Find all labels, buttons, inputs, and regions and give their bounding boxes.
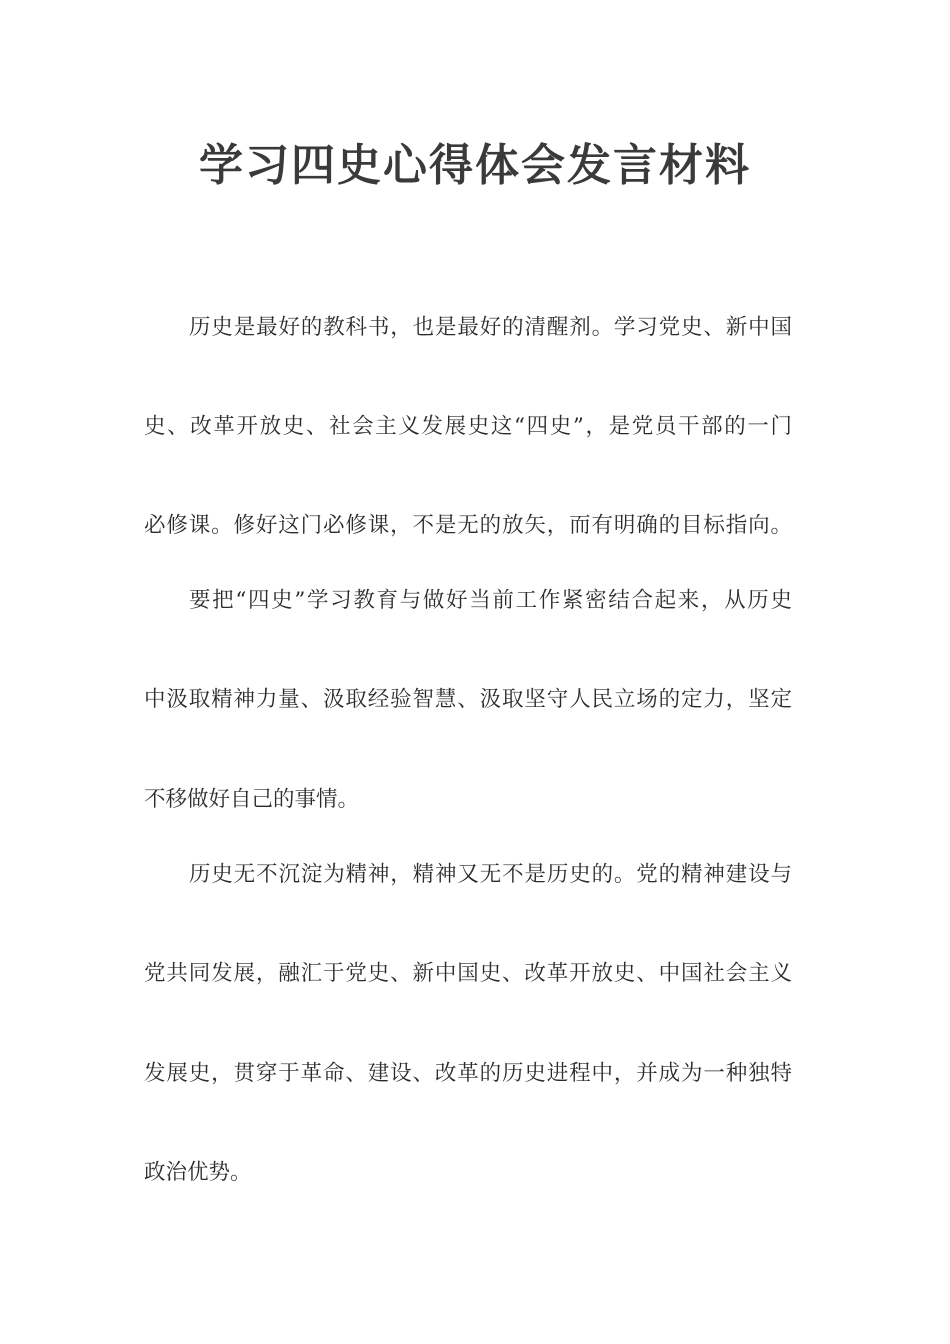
paragraph-3-line-2: 党共同发展，融汇于党史、新中国史、改革开放史、中国社会主义 bbox=[144, 961, 792, 986]
paragraph-1-line-1: 历史是最好的教科书，也是最好的清醒剂。学习党史、新中国 bbox=[189, 315, 792, 340]
paragraph-2-line-2: 中汲取精神力量、汲取经验智慧、汲取坚守人民立场的定力，坚定 bbox=[144, 687, 792, 712]
paragraph-3-line-1: 历史无不沉淀为精神，精神又无不是历史的。党的精神建设与 bbox=[189, 862, 792, 887]
paragraph-1-line-2: 史、改革开放史、社会主义发展史这“四史”，是党员干部的一门 bbox=[144, 414, 792, 439]
paragraph-3-line-4: 政治优势。 bbox=[144, 1160, 252, 1185]
paragraph-2-line-3: 不移做好自己的事情。 bbox=[144, 787, 360, 812]
paragraph-1-line-3: 必修课。修好这门必修课，不是无的放矢，而有明确的目标指向。 bbox=[144, 513, 792, 538]
paragraph-3-line-3: 发展史，贯穿于革命、建设、改革的历史进程中，并成为一种独特 bbox=[144, 1061, 792, 1086]
paragraph-2-line-1: 要把“四史”学习教育与做好当前工作紧密结合起来，从历史 bbox=[189, 588, 792, 613]
document-title: 学习四史心得体会发言材料 bbox=[199, 140, 751, 191]
